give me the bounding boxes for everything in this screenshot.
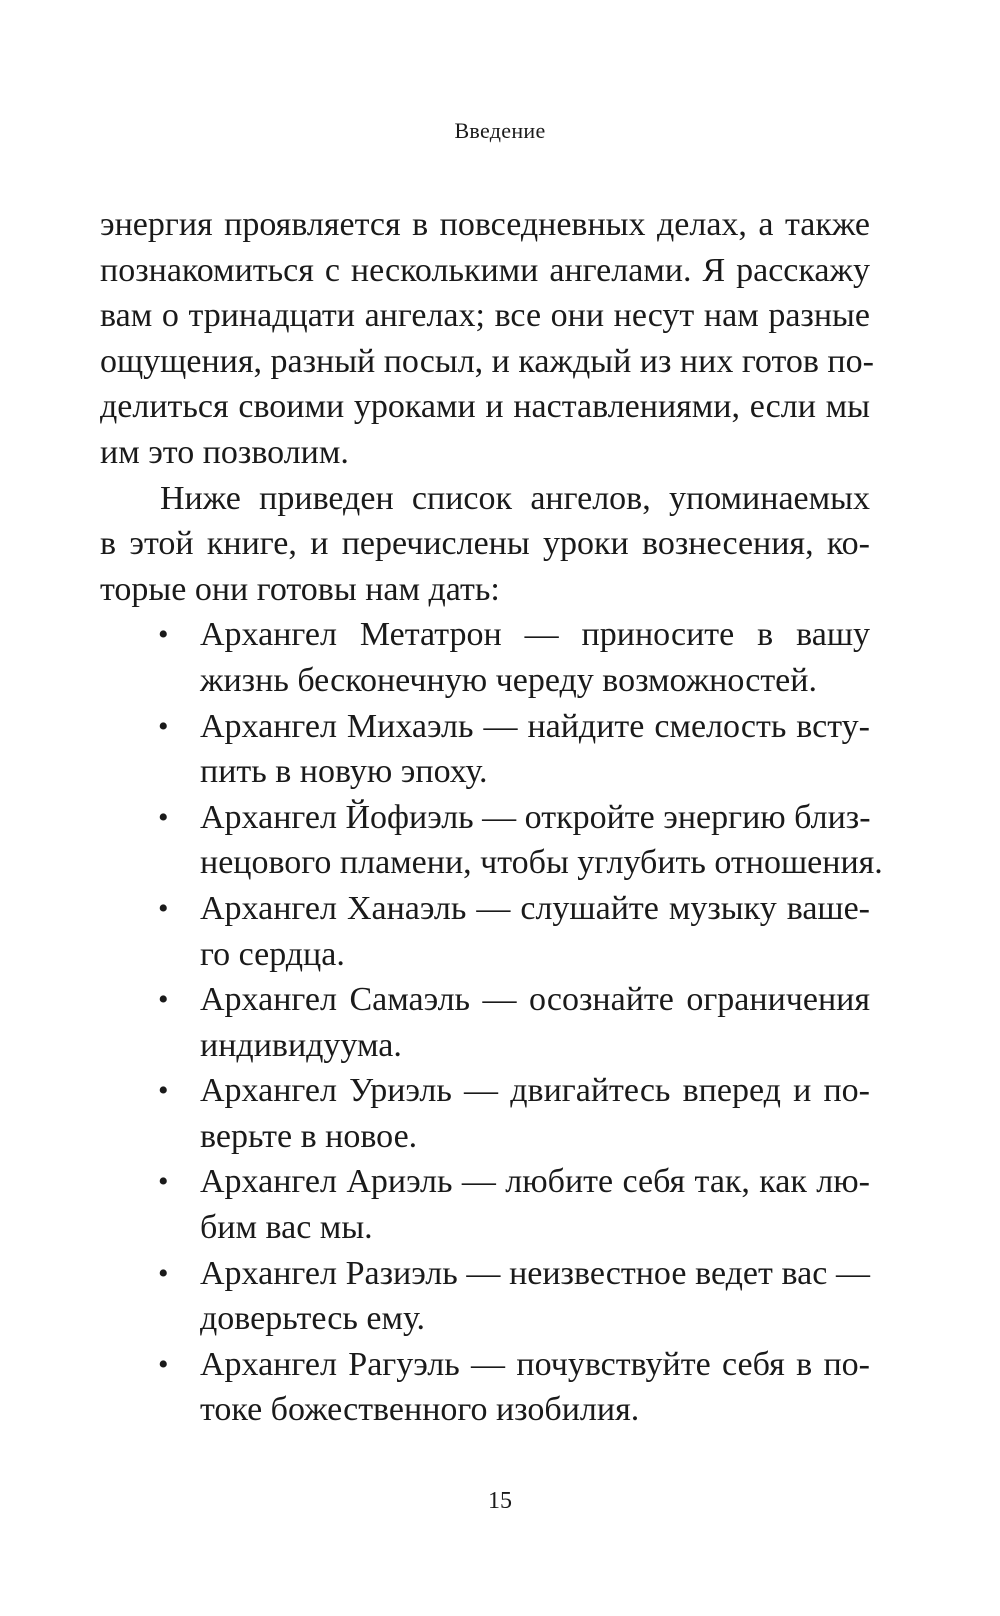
text-line: Архангел Рагуэль — почувствуйте себя в по- [200, 1345, 870, 1383]
list-item-uriel [100, 1068, 870, 1159]
list-item-raguel [100, 1342, 870, 1433]
paragraph-intro [100, 202, 874, 476]
text-line: пить в новую эпоху. [200, 753, 488, 791]
text-line: индивидуума. [200, 1026, 402, 1064]
bullet-icon: • [158, 1347, 169, 1381]
bullet-icon: • [158, 709, 169, 743]
page-number: 15 [488, 1488, 512, 1514]
text-line: Архангел Ариэль — любите себя так, как лю- [200, 1163, 870, 1201]
list-item-raziel [100, 1251, 870, 1342]
body-text [100, 202, 883, 1433]
text-line: Архангел Михаэль — найдите смелость всту- [200, 707, 870, 745]
text-line: Ниже приведен список ангелов, упоминаемых [160, 479, 870, 517]
text-line: вам о тринадцати ангелах; все они несут нам разные [100, 297, 870, 335]
text-line: торые они готовы нам дать: [100, 570, 500, 608]
bullet-icon: • [158, 891, 169, 925]
text-line: токе божественного изобилия. [200, 1391, 640, 1429]
text-line: Архангел Разиэль — неизвестное ведет вас — [200, 1254, 870, 1292]
text-line: Архангел Ханаэль — слушайте музыку ваше- [200, 889, 870, 927]
text-line: доверьтесь ему. [200, 1300, 426, 1338]
list-item-michael [100, 704, 870, 795]
text-line: го сердца. [200, 935, 345, 973]
text-line: ощущения, разный посыл, и каждый из них готов по- [100, 342, 874, 380]
text-line: им это позволим. [100, 433, 349, 471]
list-item-jophiel [100, 795, 883, 886]
text-line: бим вас мы. [200, 1209, 373, 1247]
text-line: познакомиться с несколькими ангелами. Я расскажу [100, 251, 870, 289]
text-line: Архангел Уриэль — двигайтесь вперед и по- [200, 1072, 870, 1110]
text-line: в этой книге, и перечислены уроки вознесения, ко- [100, 525, 870, 563]
text-line: энергия проявляется в повседневных делах, а также [100, 206, 870, 243]
text-line: нецового пламени, чтобы углубить отношения. [200, 844, 883, 882]
list-item-haniel [100, 886, 870, 977]
angels-list [100, 612, 883, 1433]
bullet-icon: • [158, 618, 169, 652]
running-head: Введение [454, 118, 546, 143]
text-line: жизнь бесконечную череду возможностей. [200, 661, 817, 699]
bullet-icon: • [158, 1074, 169, 1108]
text-line: верьте в новое. [200, 1117, 418, 1155]
bullet-icon: • [158, 800, 169, 834]
bullet-icon: • [158, 1256, 169, 1290]
text-line: делиться своими уроками и наставлениями, если мы [100, 388, 870, 426]
bullet-icon: • [158, 1165, 169, 1199]
text-line: Архангел Метатрон — приносите в вашу [200, 616, 870, 654]
list-item-metatron [100, 612, 870, 703]
bullet-icon: • [158, 983, 169, 1017]
list-item-samael [100, 977, 870, 1068]
text-line: Архангел Самаэль — осознайте ограничения [200, 981, 870, 1019]
paragraph-list-intro [100, 476, 870, 613]
text-line: Архангел Йофиэль — откройте энергию близ- [200, 798, 871, 836]
list-item-ariel [100, 1159, 870, 1250]
